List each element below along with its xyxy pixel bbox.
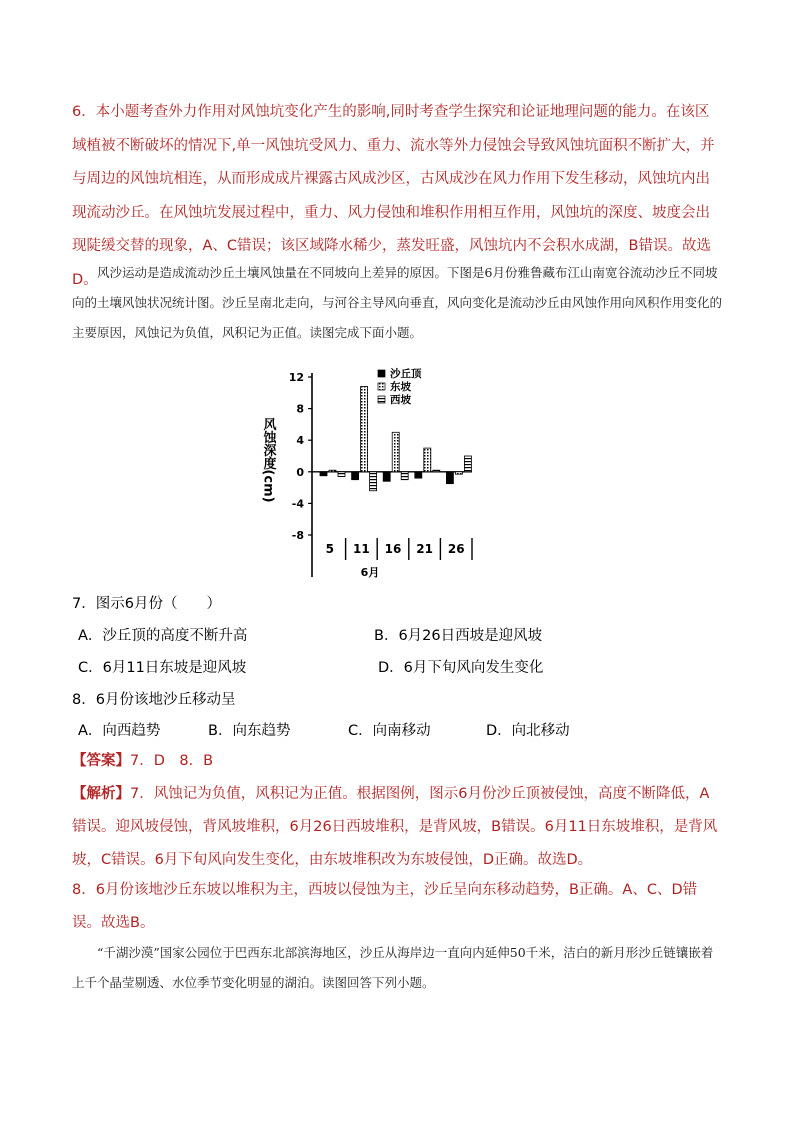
bar-east-slope bbox=[361, 386, 368, 471]
intro-text: 风沙运动是造成流动沙丘土壤风蚀量在不同坡向上差异的原因。下图是6月份雅鲁藏布江山南宽谷流动沙丘不同坡向的土壤风蚀状况统计图。沙丘呈南北走向，与河谷主导风向垂直，风向变化是流动沙丘由风蚀作用向风积作用变化的主要原因，风蚀记为负值，风积记为正值。读图完成下面小题。 bbox=[72, 265, 723, 340]
legend-swatch bbox=[378, 383, 385, 390]
y-tick-label: 8 bbox=[296, 402, 304, 416]
y-tick-label: 4 bbox=[296, 434, 304, 448]
q7-option-d[interactable]: D．6月下旬风向发生变化 bbox=[378, 660, 544, 676]
bar-dune-top bbox=[383, 472, 390, 481]
q8-option-a[interactable]: A．向西趋势 bbox=[78, 723, 161, 739]
y-tick-label: 12 bbox=[288, 371, 304, 384]
q8-option-b[interactable]: B．向东趋势 bbox=[208, 723, 291, 739]
bar-east-slope bbox=[424, 448, 431, 472]
x-category-label: 11 bbox=[353, 542, 370, 556]
x-category-label: 26 bbox=[447, 542, 465, 556]
legend-label: 西坡 bbox=[390, 394, 411, 406]
analysis-tag: 【解析】 bbox=[72, 786, 130, 802]
intro-next-text: “千湖沙漠”国家公园位于巴西东北部滨海地区，沙丘从海岸边一直向内延伸50千米，洁白的新月形沙丘链镶嵌着上千个晶莹剔透、水位季节变化明显的湖泊。读图回答下列小题。 bbox=[72, 945, 714, 990]
intro-questions-7-8 bbox=[72, 258, 722, 348]
q7-option-a[interactable]: A．沙丘顶的高度不断升高 bbox=[78, 628, 248, 644]
bar-dune-top bbox=[446, 472, 453, 484]
analysis-q7-text: 7．风蚀记为负值，风积记为正值。根据图例，图示6月份沙丘顶被侵蚀，高度不断降低，A错误。迎风坡侵蚀，背风坡堆积，6月26日西坡堆积，是背风坡，B错误。6月11日东坡堆积，是背风坡，C错误。6月下旬风向发生变化，由东坡堆积改为东坡侵蚀，D正确。故选D。 bbox=[72, 786, 718, 868]
bar-west-slope bbox=[370, 472, 377, 491]
q7-option-b[interactable]: B．6月26日西坡是迎风坡 bbox=[374, 628, 543, 644]
chart-ylabel: 风蚀深度(cm) bbox=[260, 417, 276, 503]
x-category-label: 5 bbox=[325, 542, 334, 556]
answer-tag: 【答案】 bbox=[72, 753, 130, 769]
intro-next-questions bbox=[72, 938, 722, 998]
bar-dune-top bbox=[320, 472, 327, 476]
bar-west-slope bbox=[338, 472, 345, 477]
q7-option-c[interactable]: C．6月11日东坡是迎风坡 bbox=[78, 660, 247, 676]
analysis-q7 bbox=[72, 778, 722, 877]
legend-swatch bbox=[378, 370, 385, 377]
legend-swatch bbox=[378, 396, 385, 403]
y-tick-label: 0 bbox=[296, 465, 304, 479]
answer-text: 7．D 8．B bbox=[130, 753, 214, 769]
legend-label: 沙丘顶 bbox=[390, 368, 422, 380]
y-tick-label: -8 bbox=[291, 529, 304, 542]
q8-stem: 8．6月份该地沙丘移动呈 bbox=[72, 692, 236, 708]
bar-west-slope bbox=[433, 470, 440, 472]
q6-explanation: 6．本小题考查外力作用对风蚀坑变化产生的影响,同时考查学生探究和论证地理问题的能力。在该区域植被不断破坏的情况下,单一风蚀坑受风力、重力、流水等外力侵蚀会导致风蚀坑面积不断扩大，并与周边的风蚀坑相连，从而形成成片裸露古风成沙区，古风成沙在风力作用下发生移动，风蚀坑内出现流动沙丘。在风蚀坑发展过程中，重力、风力侵蚀和堆积作用相互作用，风蚀坑的深度、坡度会出现陡缓交替的现象，A、C错误；该区域降水稀少，蒸发旺盛，风蚀坑内不会积水成湖，B错误。故选D。 bbox=[72, 104, 715, 288]
q7-stem: 7．图示6月份（ ） bbox=[72, 596, 221, 612]
bar-east-slope bbox=[455, 472, 462, 474]
wind-erosion-chart bbox=[250, 365, 480, 585]
bar-east-slope bbox=[392, 432, 399, 472]
x-category-label: 16 bbox=[384, 542, 402, 556]
y-tick-label: -4 bbox=[291, 497, 304, 511]
chart-xlabel: 6月 bbox=[360, 566, 380, 579]
q8-option-c[interactable]: C．向南移动 bbox=[348, 723, 431, 739]
legend-label: 东坡 bbox=[390, 381, 411, 393]
analysis-q8: 8．6月份该地沙丘东坡以堆积为主，西坡以侵蚀为主，沙丘呈向东移动趋势，B正确。A、C、D错误。故选B。 bbox=[72, 882, 698, 931]
x-category-label: 21 bbox=[416, 542, 433, 556]
answer-line bbox=[72, 751, 213, 771]
bar-dune-top bbox=[352, 472, 359, 480]
q8-option-d[interactable]: D．向北移动 bbox=[486, 723, 570, 739]
bar-west-slope bbox=[464, 456, 471, 472]
bar-dune-top bbox=[415, 472, 422, 478]
bar-east-slope bbox=[329, 470, 336, 472]
bar-west-slope bbox=[401, 472, 408, 480]
